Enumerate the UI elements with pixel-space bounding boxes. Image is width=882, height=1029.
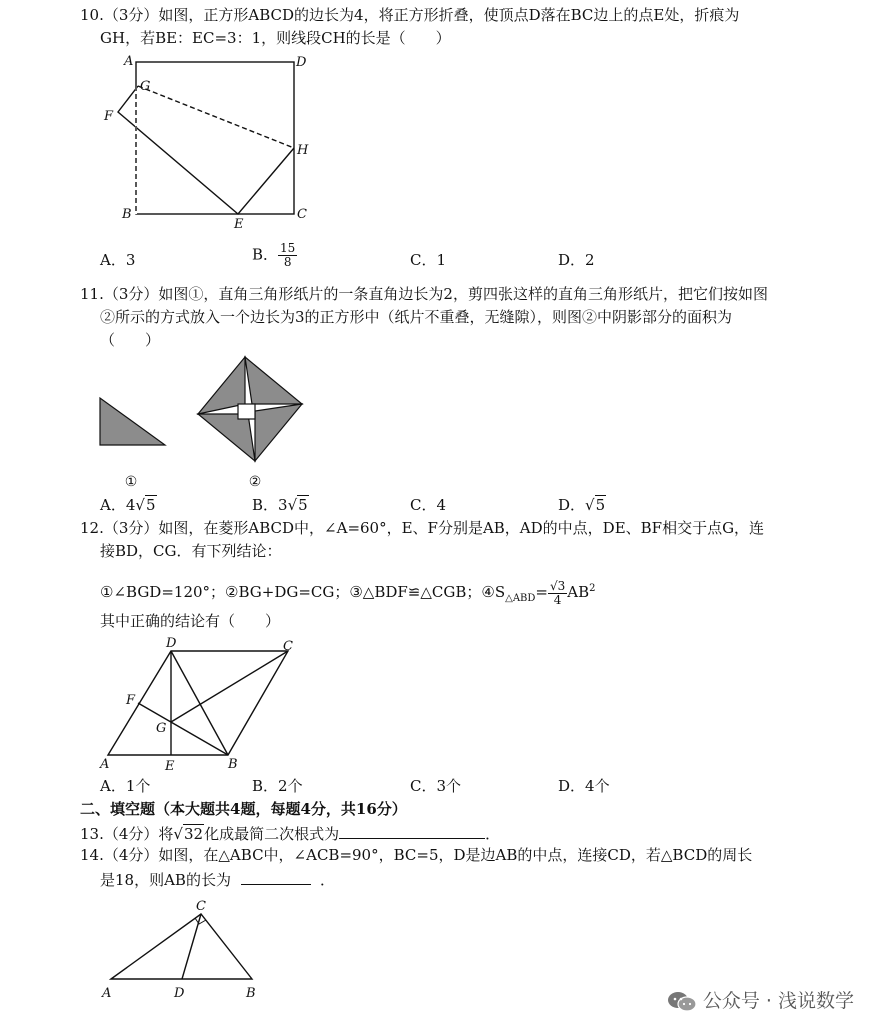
- q12-conclusions-sub: △ABD: [505, 593, 536, 604]
- q12-conclusions-eq: =: [535, 583, 548, 601]
- q10-label-f: F: [104, 109, 114, 124]
- q10-figure: [100, 50, 320, 235]
- q14-line2-end: ．: [320, 871, 336, 889]
- q11-option-a: A．4√5: [100, 496, 156, 514]
- q11-text-line3: （ ）: [100, 331, 161, 349]
- q13-prefix: 13.（4分）将: [80, 825, 174, 843]
- q11-option-b: B．3√5: [252, 496, 308, 514]
- q14-line2-prefix: 是18，则AB的长为: [100, 871, 231, 889]
- q10-text-line2: GH，若BE：EC=3：1，则线段CH的长是（ ）: [100, 29, 451, 47]
- q12-text-line1: 12.（3分）如图，在菱形ABCD中，∠A=60°，E、F分别是AB，AD的中点，DE、BF相交于点G，连: [80, 519, 765, 537]
- watermark-text: 公众号 · 浅说数学: [702, 990, 854, 1012]
- q13-text: 13.（4分）将√32化成最简二次根式为 ．: [80, 822, 500, 844]
- q11-center-square: [238, 404, 255, 419]
- q10-option-b: [252, 242, 297, 269]
- q11-option-a-radicand: 5: [145, 496, 156, 514]
- q14-label-d: D: [174, 986, 185, 1001]
- q13-answer-blank[interactable]: [339, 822, 485, 839]
- q11-option-b-prefix: B．3: [252, 496, 288, 514]
- q11-caption-1: ①: [124, 474, 138, 490]
- q11-figure: [95, 352, 315, 492]
- q12-text-line2: 接BD，CG．有下列结论：: [100, 542, 282, 560]
- q10-option-d: D．2: [558, 251, 595, 269]
- q13-suffix: 化成最简二次根式为: [204, 825, 340, 843]
- q11-text-line2: ②所示的方式放入一个边长为3的正方形中（纸片不重叠，无缝隙），则图②中阴影部分的面积为: [100, 308, 733, 326]
- q12-fraction-num: √3: [549, 578, 566, 593]
- q10-label-c: C: [297, 207, 307, 222]
- q10-option-b-num: 15: [280, 241, 296, 255]
- q12-label-b: B: [228, 757, 238, 772]
- watermark: [667, 986, 854, 1013]
- q11-option-d-prefix: D．: [558, 496, 586, 514]
- q12-figure: [98, 632, 318, 776]
- q11-text-line1: 11.（3分）如图①，直角三角形纸片的一条直角边长为2，剪四张这样的直角三角形纸片，把它们按如图: [80, 285, 768, 303]
- q11-option-b-radicand: 5: [298, 496, 308, 514]
- q12-diagonal-bd: [171, 651, 228, 755]
- q11-option-d: D．√5: [558, 496, 606, 514]
- q10-label-h: H: [297, 143, 309, 158]
- q14-answer-blank[interactable]: [241, 868, 311, 885]
- q12-conclusions-sup: 2: [589, 583, 596, 594]
- q13-end: ．: [485, 825, 501, 843]
- q14-label-a: A: [102, 986, 112, 1001]
- q11-caption-2: ②: [248, 474, 262, 490]
- q12-option-c: C．3个: [410, 777, 462, 795]
- q10-option-a: A．3: [100, 251, 136, 269]
- q13-radicand: 32: [183, 825, 204, 843]
- q14-median-cd: [182, 914, 201, 979]
- q10-label-g: G: [140, 79, 151, 94]
- q10-crease-gh: [138, 86, 294, 148]
- q11-option-a-prefix: A．4: [100, 496, 136, 514]
- q10-label-e: E: [234, 217, 244, 232]
- q12-label-f: F: [126, 693, 136, 708]
- q10-text-line1: 10.（3分）如图，正方形ABCD的边长为4，将正方形折叠，使顶点D落在BC边上的点E处，折痕为: [80, 6, 740, 24]
- q14-label-c: C: [196, 899, 206, 914]
- q14-text-line2: [100, 868, 335, 890]
- q10-option-b-prefix: B．: [252, 245, 279, 264]
- q12-option-d: D．4个: [558, 777, 610, 795]
- q14-triangle-abc: [111, 914, 252, 979]
- q12-fraction: [548, 580, 567, 607]
- q10-folded-flap: [118, 86, 294, 214]
- q12-question: 其中正确的结论有（ ）: [100, 612, 281, 630]
- q10-option-b-fraction: [278, 242, 297, 269]
- q12-label-g: G: [156, 721, 167, 736]
- q12-label-c: C: [283, 639, 293, 654]
- q12-segment-cg: [171, 651, 288, 722]
- q10-label-a: A: [124, 54, 134, 69]
- q12-conclusions-main: ①∠BGD=120°；②BG+DG=CG；③△BDF≌△CGB；④S: [100, 583, 506, 601]
- q12-label-a: A: [100, 757, 110, 772]
- q14-label-b: B: [246, 986, 256, 1001]
- q11-single-triangle: [100, 398, 165, 445]
- q10-option-b-den: 8: [283, 255, 292, 269]
- q10-label-d: D: [296, 55, 307, 70]
- q12-option-a: A．1个: [100, 777, 151, 795]
- q11-option-d-radicand: 5: [595, 496, 606, 514]
- q12-fraction-den: 4: [553, 592, 562, 607]
- q10-option-c: C．1: [410, 251, 447, 269]
- q12-label-e: E: [165, 759, 175, 774]
- q12-conclusions: [100, 574, 596, 614]
- q14-text-line1: 14.（4分）如图，在△ABC中，∠ACB=90°，BC=5，D是边AB的中点，连接CD，若△BCD的周长: [80, 846, 753, 864]
- q12-option-b: B．2个: [252, 777, 303, 795]
- q11-option-c: C．4: [410, 496, 447, 514]
- q14-figure: [96, 896, 276, 1006]
- section2-title: 二、填空题（本大题共4题，每题4分，共16分）: [80, 800, 407, 818]
- q12-conclusions-tail: AB: [567, 583, 590, 601]
- q10-label-b: B: [122, 207, 132, 222]
- wechat-icon: [667, 991, 697, 1013]
- q10-square: [136, 62, 294, 214]
- q12-label-d: D: [166, 636, 177, 651]
